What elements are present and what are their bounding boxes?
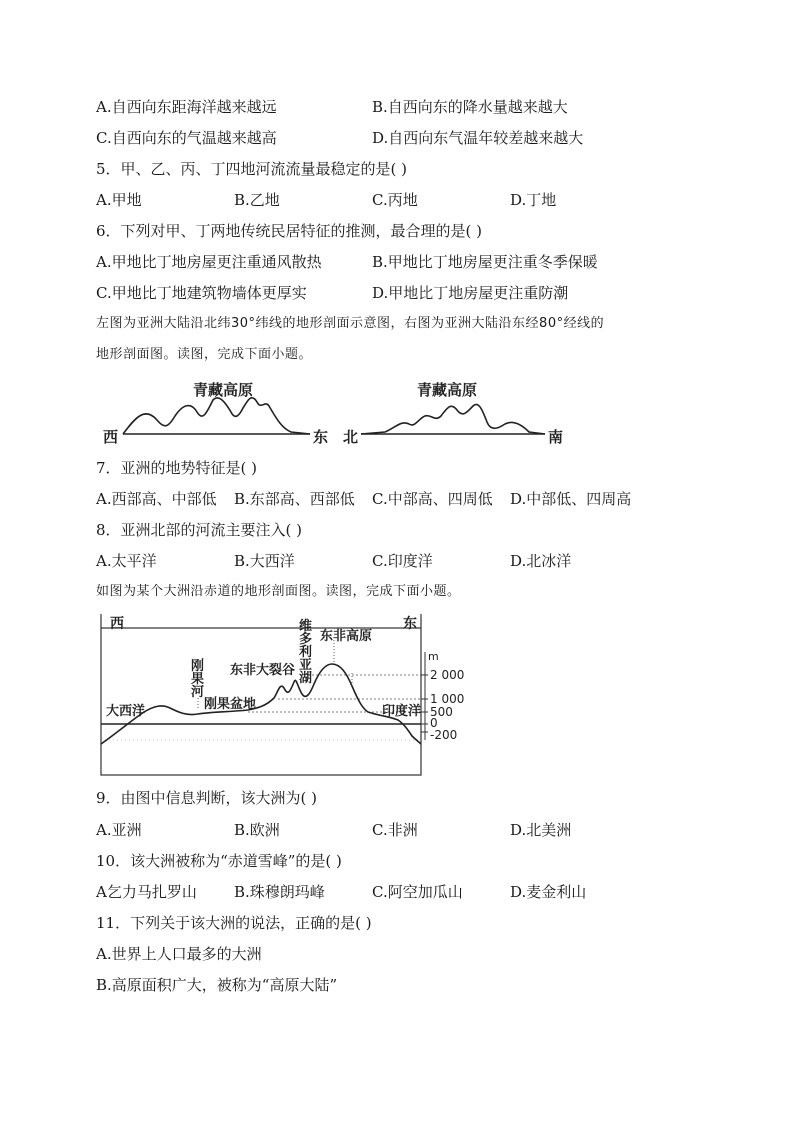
intro2: 如图为某个大洲沿赤道的地形剖面图。读图，完成下面小题。 (96, 584, 461, 599)
west-label: 西 (110, 616, 124, 632)
q6-option-c: C.甲地比丁地建筑物墙体更厚实 (96, 284, 307, 302)
right-north-label: 北 (343, 428, 359, 446)
tick-0: 0 (430, 716, 438, 730)
ea-plateau-label: 东非高原 (320, 629, 373, 644)
right-plateau-label: 青藏高原 (417, 381, 478, 399)
axis-unit: m (428, 650, 439, 663)
atlantic-label: 大西洋 (106, 704, 146, 719)
q4-option-d: D.自西向东气温年较差越来越大 (372, 129, 584, 147)
q9-option-d: D.北美洲 (510, 821, 572, 839)
q7-stem: 7．亚洲的地势特征是( ) (96, 459, 258, 477)
q10-option-b: B.珠穆朗玛峰 (234, 883, 325, 901)
intro1-line1: 左图为亚洲大陆沿北纬30°纬线的地形剖面示意图，右图为亚洲大陆沿东经80°经线的 (96, 316, 605, 331)
left-east-label: 东 (313, 428, 329, 446)
q9-stem: 9．由图中信息判断，该大洲为( ) (96, 789, 318, 807)
q9-option-b: B.欧洲 (234, 821, 280, 839)
asia-profile-figure (95, 372, 575, 452)
q9-option-c: C.非洲 (372, 821, 418, 839)
africa-profile-figure (98, 612, 478, 780)
q8-option-b: B.大西洋 (234, 552, 295, 570)
tick-2000: 2 000 (430, 668, 465, 682)
q9-option-a: A.亚洲 (96, 821, 142, 839)
east-label: 东 (403, 616, 417, 632)
tick-500: 500 (430, 705, 453, 719)
axis-ticks (421, 668, 464, 742)
q7-option-a: A.西部高、中部低 (96, 490, 217, 508)
q5-option-b: B.乙地 (234, 191, 280, 209)
q10-option-d: D.麦金利山 (510, 883, 587, 901)
q4-option-c: C.自西向东的气温越来越高 (96, 129, 277, 147)
q7-option-d: D.中部低、四周高 (510, 490, 632, 508)
left-west-label: 西 (103, 428, 119, 446)
q11-option-a: A.世界上人口最多的大洲 (96, 945, 262, 963)
lake-victoria-label: 维多利亚湖 (299, 619, 313, 686)
q8-option-a: A.太平洋 (96, 552, 157, 570)
q4-option-b: B.自西向东的降水量越来越大 (372, 98, 568, 116)
tick-minus-200: -200 (430, 728, 458, 742)
indian-ocean-label: 印度洋 (382, 704, 422, 719)
q6-option-d: D.甲地比丁地房屋更注重防潮 (372, 284, 569, 302)
q8-option-d: D.北冰洋 (510, 552, 572, 570)
q4-option-a: A.自西向东距海洋越来越远 (96, 98, 277, 116)
q6-stem: 6．下列对甲、丁两地传统民居特征的推测，最合理的是( ) (96, 222, 483, 240)
congo-basin-label: 刚果盆地 (204, 697, 257, 712)
congo-river-label: 刚果河 (191, 659, 205, 700)
q5-option-a: A.甲地 (96, 191, 142, 209)
q5-stem: 5．甲、乙、丙、丁四地河流流量最稳定的是( ) (96, 160, 408, 178)
tick-1000: 1 000 (430, 692, 465, 706)
right-south-label: 南 (548, 428, 564, 446)
q6-option-a: A.甲地比丁地房屋更注重通风散热 (96, 253, 322, 271)
q6-option-b: B.甲地比丁地房屋更注重冬季保暖 (372, 253, 598, 271)
q5-option-c: C.丙地 (372, 191, 418, 209)
q11-option-b: B.高原面积广大，被称为“高原大陆” (96, 976, 338, 994)
q7-option-c: C.中部高、四周低 (372, 490, 493, 508)
q10-stem: 10．该大洲被称为“赤道雪峰”的是( ) (96, 852, 342, 870)
q8-option-c: C.印度洋 (372, 552, 433, 570)
q7-option-b: B.东部高、西部低 (234, 490, 355, 508)
q11-stem: 11．下列关于该大洲的说法，正确的是( ) (96, 914, 372, 932)
rift-valley-label: 东非大裂谷 (230, 663, 296, 678)
q8-stem: 8．亚洲北部的河流主要注入( ) (96, 521, 303, 539)
q10-option-c: C.阿空加瓜山 (372, 883, 463, 901)
left-plateau-label: 青藏高原 (193, 381, 254, 399)
q10-option-a: A乞力马扎罗山 (96, 883, 197, 901)
q5-option-d: D.丁地 (510, 191, 557, 209)
intro1-line2: 地形剖面图。读图，完成下面小题。 (96, 347, 313, 362)
